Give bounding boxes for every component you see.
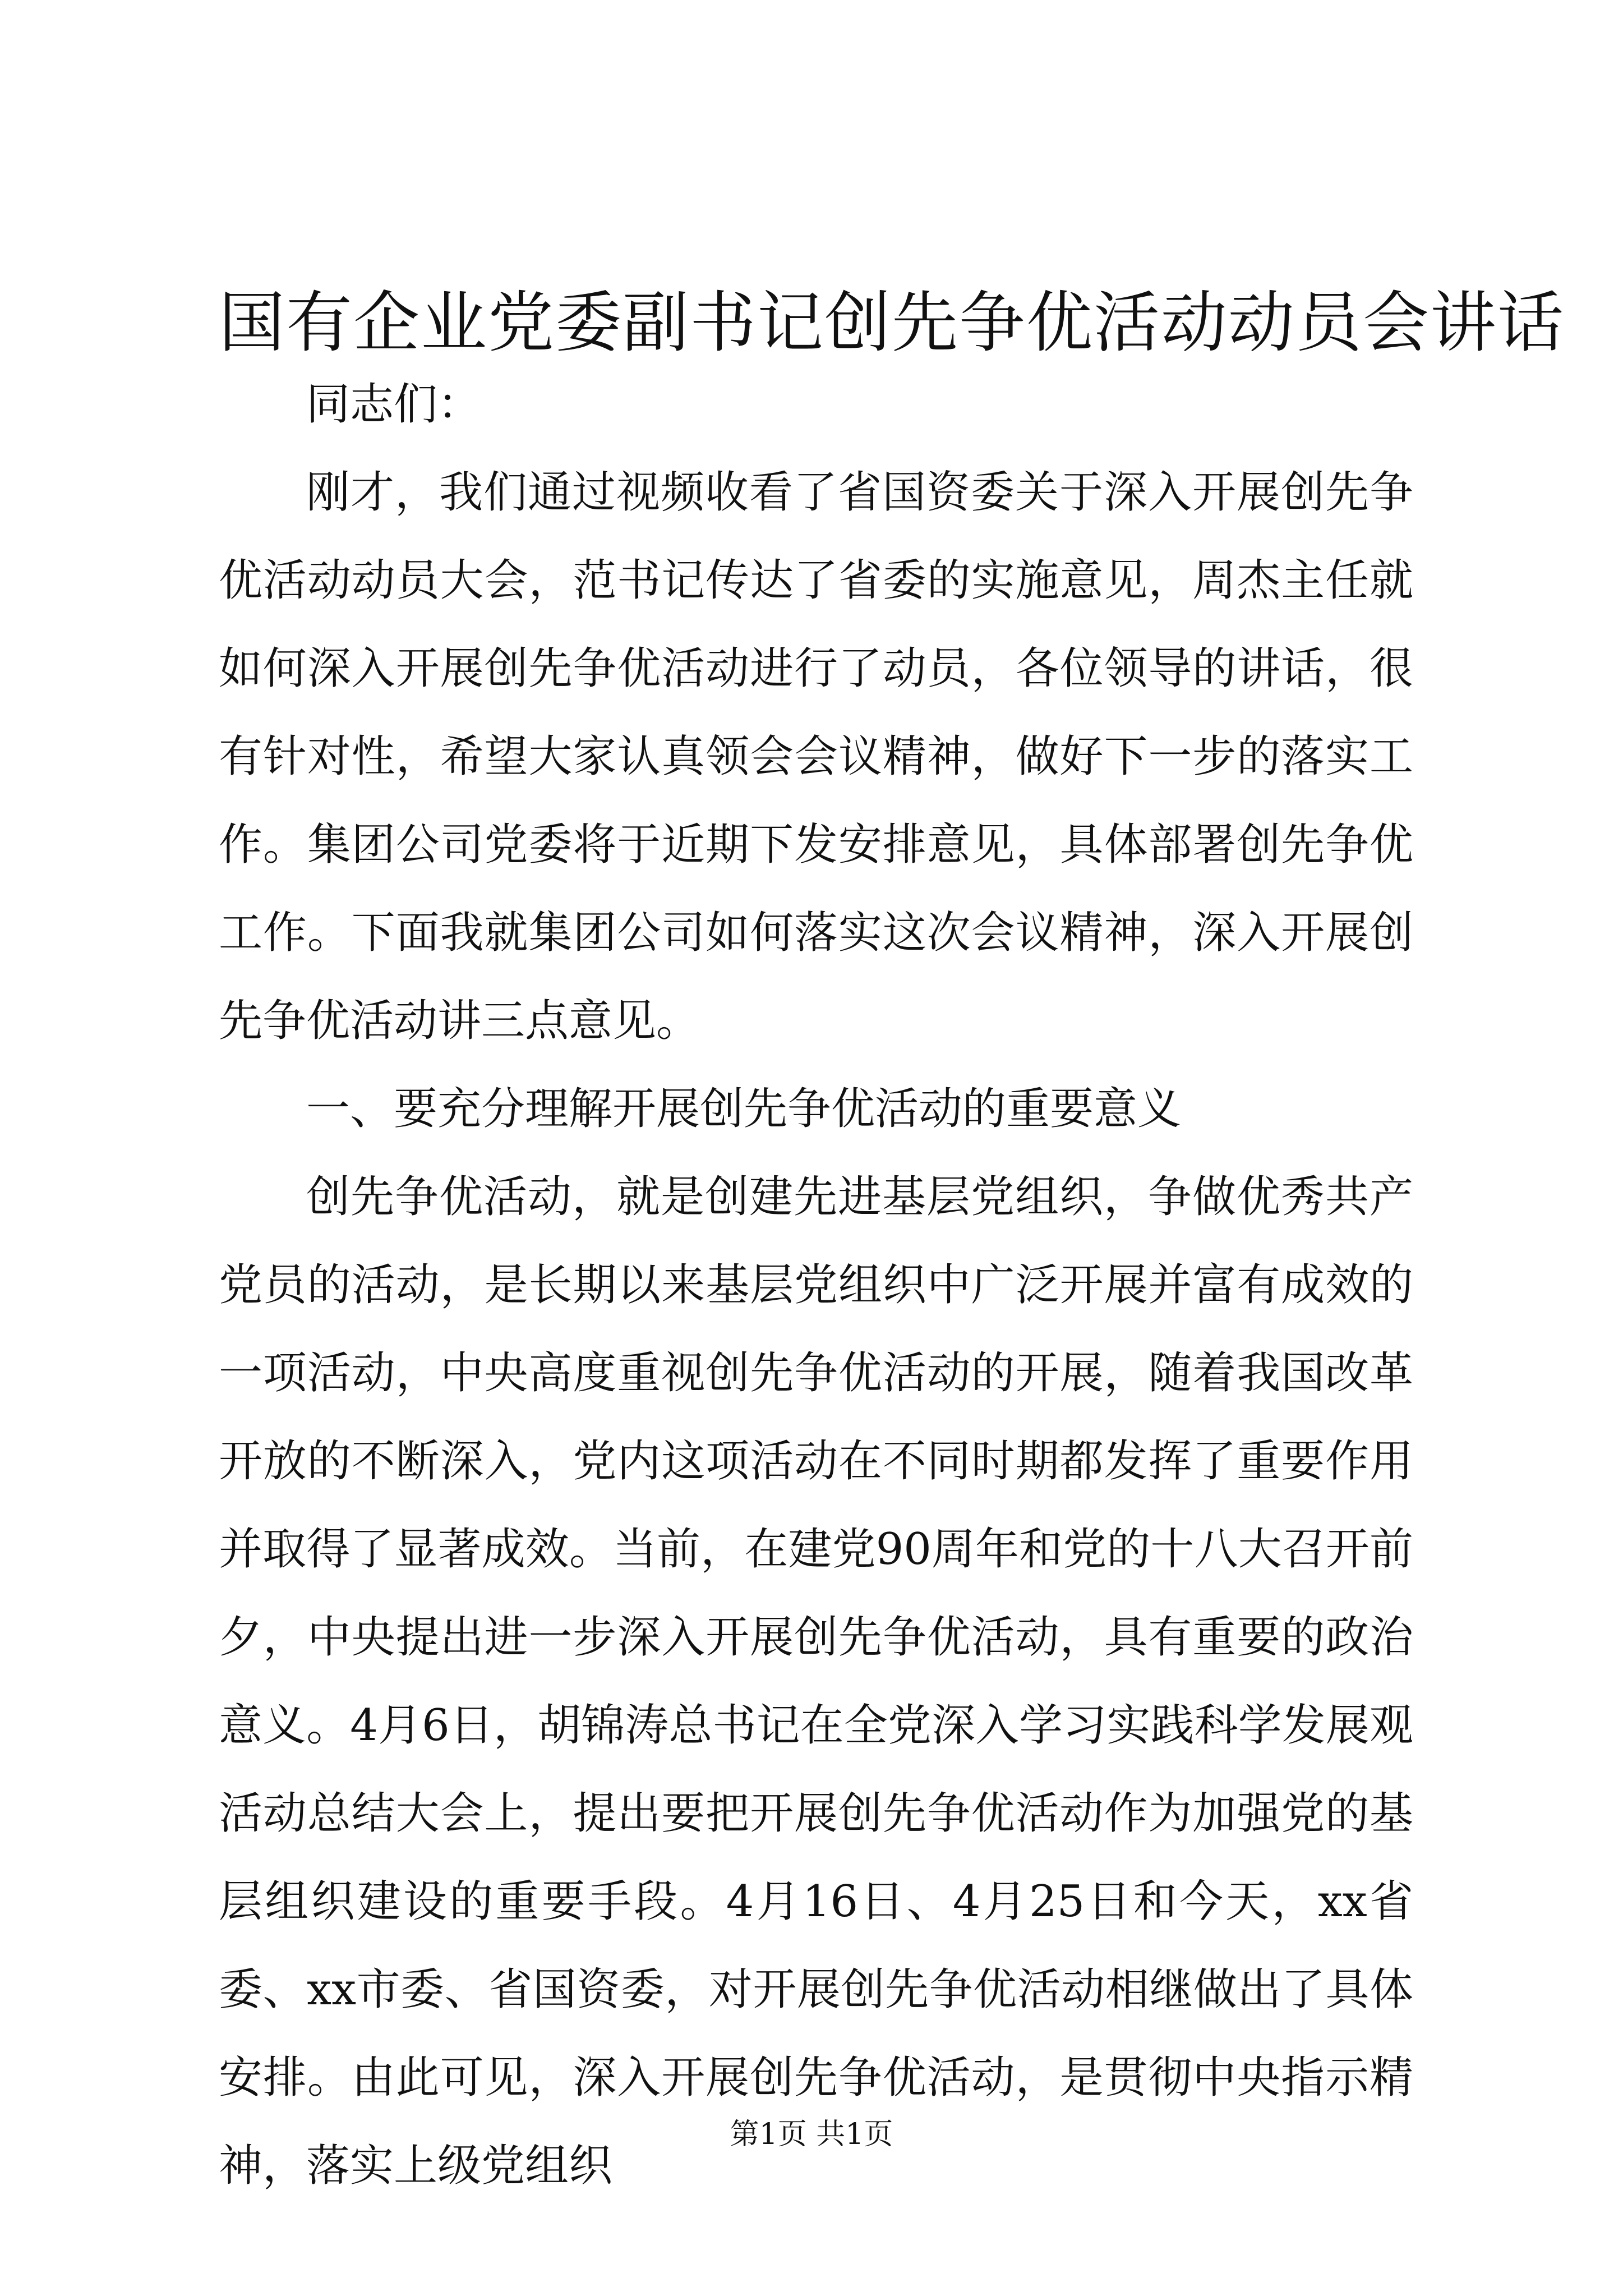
intro-paragraph: 刚才，我们通过视频收看了省国资委关于深入开展创先争优活动动员大会，范书记传达了省委的实施意见，周杰主任就如何深入开展创先争优活动进行了动员，各位领导的讲话，很有针对性，希望大家认真领会会议精神，做好下一步的落实工作。集团公司党委将于近期下发安排意见，具体部署创先争优工作。下面我就集团公司如何落实这次会议精神，深入开展创先争优活动讲三点意见。	[219, 467, 1413, 1046]
document-title: 国有企业党委副书记创先争优活动动员会讲话	[219, 284, 1565, 361]
section-heading-one: 一、要充分理解开展创先争优活动的重要意义	[306, 1084, 1182, 1134]
salutation-paragraph: 同志们：	[306, 379, 482, 430]
page-footer: 第1页 共1页	[730, 2118, 893, 2151]
document-body	[219, 361, 1413, 2210]
section-one-paragraph: 创先争优活动，就是创建先进基层党组织，争做优秀共产党员的活动，是长期以来基层党组织中广泛开展并富有成效的一项活动，中央高度重视创先争优活动的开展，随着我国改革开放的不断深入，党内这项活动在不同时期都发挥了重要作用并取得了显著成效。当前，在建党90周年和党的十八大召开前夕，中央提出进一步深入开展创先争优活动，具有重要的政治意义。4月6日，胡锦涛总书记在全党深入学习实践科学发展观活动总结大会上，提出要把开展创先争优活动作为加强党的基层组织建设的重要手段。4月16日、4月25日和今天，xx省委、xx市委、省国资委，对开展创先争优活动相继做出了具体安排。由此可见，深入开展创先争优活动，是贯彻中央指示精神，落实上级党组织	[219, 1172, 1413, 2191]
